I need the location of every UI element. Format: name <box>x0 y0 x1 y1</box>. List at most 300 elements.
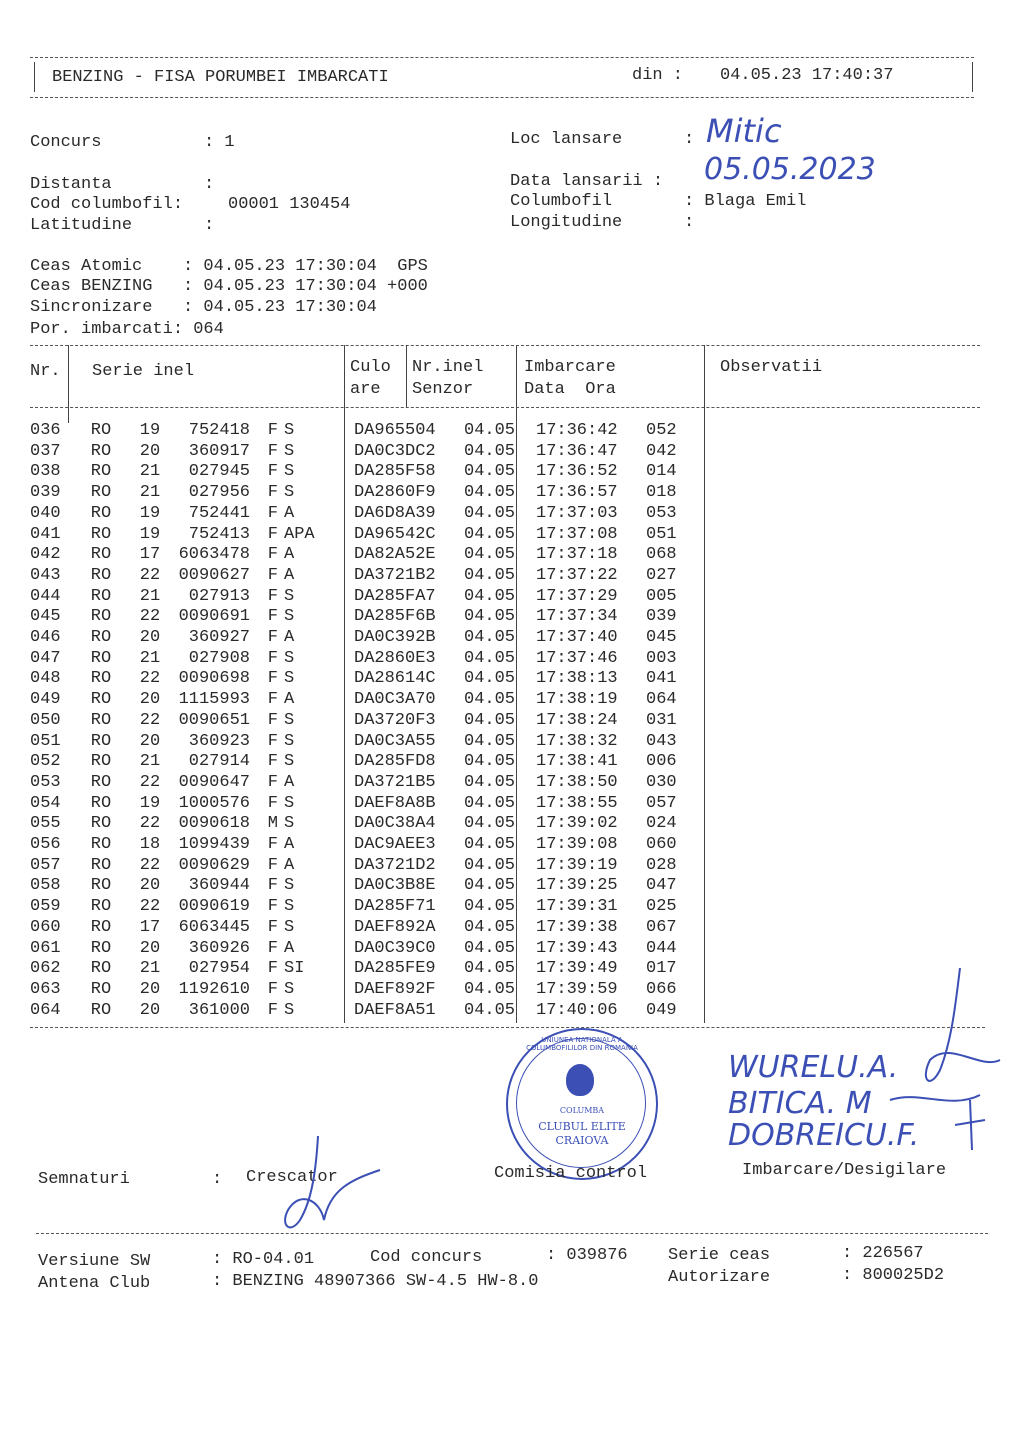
row-year: 22 <box>139 772 161 792</box>
row-nr: 044 <box>30 586 61 606</box>
row-time: 17:37:34 <box>536 607 618 627</box>
row-nr: 051 <box>30 731 61 751</box>
row-country: RO <box>90 959 112 979</box>
row-color: S <box>284 814 295 834</box>
row-time: 17:37:22 <box>536 565 618 585</box>
autorizare-value: : 800025D2 <box>842 1266 945 1285</box>
table-row <box>30 1001 706 1022</box>
row-date: 04.05 <box>464 628 516 648</box>
row-country: RO <box>90 648 112 668</box>
header-title: BENZING - FISA PORUMBEI IMBARCATI <box>52 68 389 87</box>
row-year: 22 <box>139 669 161 689</box>
row-country: RO <box>90 835 112 855</box>
row-time: 17:37:08 <box>536 524 618 544</box>
row-country: RO <box>90 483 112 503</box>
cod-concurs-value: : 039876 <box>546 1246 628 1265</box>
row-year: 22 <box>139 710 161 730</box>
crescator-label: Crescator <box>246 1168 338 1187</box>
row-time: 17:39:49 <box>536 959 618 979</box>
row-country: RO <box>90 876 112 896</box>
row-nr: 062 <box>30 959 61 979</box>
row-nr: 063 <box>30 979 61 999</box>
row-country: RO <box>90 917 112 937</box>
row-country: RO <box>90 524 112 544</box>
row-ring-number: 1115993 <box>178 690 250 710</box>
row-sensor-ring: DA2860F9 <box>354 483 436 503</box>
row-country: RO <box>90 793 112 813</box>
row-time: 17:39:38 <box>536 917 618 937</box>
row-country: RO <box>90 938 112 958</box>
table-row <box>30 959 706 980</box>
por-imbarcati-line: Por. imbarcati: 064 <box>30 320 224 339</box>
table-row <box>30 711 706 732</box>
row-sensor-ring: DA285FA7 <box>354 586 436 606</box>
row-country: RO <box>90 710 112 730</box>
row-sex: F <box>267 979 278 999</box>
row-year: 20 <box>139 938 161 958</box>
stamp-inner-top: COLUMBA <box>559 1106 605 1115</box>
row-color: A <box>284 545 295 565</box>
row-time: 17:36:47 <box>536 441 618 461</box>
columbofil-label: Columbofil <box>510 192 613 211</box>
header-right-border <box>972 62 973 92</box>
row-observation: 042 <box>646 441 677 461</box>
row-sex: F <box>267 503 278 523</box>
row-color: A <box>284 628 295 648</box>
row-date: 04.05 <box>464 545 516 565</box>
row-country: RO <box>90 979 112 999</box>
autorizare-label: Autorizare <box>668 1268 771 1287</box>
row-ring-number: 360917 <box>188 441 250 461</box>
row-sex: F <box>267 876 278 896</box>
row-year: 19 <box>139 793 161 813</box>
row-date: 04.05 <box>464 731 516 751</box>
row-date: 04.05 <box>464 876 516 896</box>
row-date: 04.05 <box>464 483 516 503</box>
row-nr: 056 <box>30 835 61 855</box>
sincronizare-line: Sincronizare : 04.05.23 17:30:04 <box>30 298 377 317</box>
row-time: 17:37:46 <box>536 648 618 668</box>
row-nr: 048 <box>30 669 61 689</box>
row-year: 20 <box>139 690 161 710</box>
row-time: 17:36:42 <box>536 421 618 440</box>
row-date: 04.05 <box>464 586 516 606</box>
row-time: 17:40:06 <box>536 1000 618 1020</box>
row-sensor-ring: DAEF892F <box>354 979 436 999</box>
antena-value: : BENZING 48907366 SW-4.5 HW-8.0 <box>212 1272 539 1291</box>
row-observation: 024 <box>646 814 677 834</box>
row-observation: 067 <box>646 917 677 937</box>
row-nr: 043 <box>30 565 61 585</box>
row-color: S <box>284 752 295 772</box>
row-sensor-ring: DA3720F3 <box>354 710 436 730</box>
table-row <box>30 462 706 483</box>
row-ring-number: 027956 <box>188 483 250 503</box>
row-year: 21 <box>139 586 161 606</box>
row-time: 17:37:03 <box>536 503 618 523</box>
row-sensor-ring: DAEF8A51 <box>354 1000 436 1020</box>
col-sep-culo <box>406 345 407 407</box>
table-row <box>30 835 706 856</box>
latitudine-value: : <box>204 216 215 235</box>
row-ring-number: 027908 <box>188 648 250 668</box>
row-ring-number: 752441 <box>188 503 250 523</box>
row-country: RO <box>90 628 112 648</box>
row-ring-number: 0090619 <box>178 897 250 917</box>
row-year: 21 <box>139 752 161 772</box>
row-country: RO <box>90 772 112 792</box>
row-year: 17 <box>139 917 161 937</box>
row-sex: F <box>267 690 278 710</box>
row-sensor-ring: DA0C3A55 <box>354 731 436 751</box>
table-row <box>30 504 706 525</box>
row-ring-number: 1000576 <box>178 793 250 813</box>
row-observation: 031 <box>646 710 677 730</box>
row-date: 04.05 <box>464 524 516 544</box>
row-year: 22 <box>139 855 161 875</box>
footer-top-rule <box>36 1233 988 1234</box>
row-nr: 055 <box>30 814 61 834</box>
row-date: 04.05 <box>464 607 516 627</box>
row-color: A <box>284 855 295 875</box>
row-year: 20 <box>139 876 161 896</box>
row-color: S <box>284 607 295 627</box>
row-date: 04.05 <box>464 938 516 958</box>
row-observation: 043 <box>646 731 677 751</box>
stamp-outer-text: UNIUNEA NATIONALA A COLUMBOFILILOR DIN ROMANIA <box>526 1036 638 1052</box>
row-sex: F <box>267 710 278 730</box>
row-color: A <box>284 835 295 855</box>
row-color: S <box>284 586 295 606</box>
row-date: 04.05 <box>464 917 516 937</box>
comisia-control-label: Comisia control <box>494 1164 648 1183</box>
row-sex: F <box>267 917 278 937</box>
row-color: S <box>284 876 295 896</box>
row-color: SI <box>284 959 305 979</box>
row-observation: 044 <box>646 938 677 958</box>
boarded-pigeons-table <box>30 421 706 1021</box>
row-time: 17:39:31 <box>536 897 618 917</box>
col-header-culo: Culo <box>350 358 391 377</box>
row-observation: 039 <box>646 607 677 627</box>
row-nr: 049 <box>30 690 61 710</box>
row-time: 17:39:25 <box>536 876 618 896</box>
row-nr: 038 <box>30 462 61 482</box>
row-ring-number: 752418 <box>188 421 250 440</box>
row-sex: F <box>267 648 278 668</box>
row-sensor-ring: DA0C3A70 <box>354 690 436 710</box>
data-lansarii-label: Data lansarii : <box>510 172 664 191</box>
header-din-label: din : <box>632 66 684 85</box>
row-sensor-ring: DA3721D2 <box>354 855 436 875</box>
row-observation: 003 <box>646 648 677 668</box>
row-nr: 059 <box>30 897 61 917</box>
row-country: RO <box>90 731 112 751</box>
row-date: 04.05 <box>464 503 516 523</box>
row-sensor-ring: DA3721B5 <box>354 772 436 792</box>
row-country: RO <box>90 586 112 606</box>
row-sensor-ring: DA285F71 <box>354 897 436 917</box>
table-row <box>30 587 706 608</box>
row-ring-number: 027914 <box>188 752 250 772</box>
row-year: 22 <box>139 897 161 917</box>
row-year: 19 <box>139 524 161 544</box>
table-row <box>30 918 706 939</box>
row-ring-number: 360927 <box>188 628 250 648</box>
row-sensor-ring: DA0C38A4 <box>354 814 436 834</box>
row-year: 21 <box>139 959 161 979</box>
row-sensor-ring: DA285F58 <box>354 462 436 482</box>
row-country: RO <box>90 752 112 772</box>
row-year: 19 <box>139 421 161 440</box>
col-header-nr: Nr. <box>30 362 61 381</box>
row-sex: F <box>267 607 278 627</box>
row-ring-number: 360944 <box>188 876 250 896</box>
row-observation: 066 <box>646 979 677 999</box>
row-nr: 054 <box>30 793 61 813</box>
row-nr: 060 <box>30 917 61 937</box>
row-country: RO <box>90 421 112 440</box>
table-header-top-rule <box>30 345 980 346</box>
row-sensor-ring: DA285F6B <box>354 607 436 627</box>
table-header-bottom-rule <box>30 407 980 408</box>
row-year: 22 <box>139 607 161 627</box>
row-color: S <box>284 421 295 440</box>
row-sensor-ring: DA0C392B <box>354 628 436 648</box>
row-sensor-ring: DA0C3DC2 <box>354 441 436 461</box>
row-observation: 053 <box>646 503 677 523</box>
club-stamp <box>506 1028 658 1180</box>
row-country: RO <box>90 565 112 585</box>
concurs-value: : 1 <box>204 133 235 152</box>
row-color: S <box>284 483 295 503</box>
row-time: 17:37:29 <box>536 586 618 606</box>
row-ring-number: 6063478 <box>178 545 250 565</box>
table-row <box>30 876 706 897</box>
row-sex: F <box>267 565 278 585</box>
table-row <box>30 690 706 711</box>
row-date: 04.05 <box>464 462 516 482</box>
longitudine-value: : <box>684 213 695 232</box>
col-header-data-ora: Data Ora <box>524 380 616 399</box>
col-sep-nr <box>68 345 69 423</box>
row-ring-number: 752413 <box>188 524 250 544</box>
row-sensor-ring: DA285FD8 <box>354 752 436 772</box>
row-observation: 051 <box>646 524 677 544</box>
row-sex: M <box>267 814 278 834</box>
col-header-are: are <box>350 380 381 399</box>
row-sensor-ring: DA96542C <box>354 524 436 544</box>
row-time: 17:39:43 <box>536 938 618 958</box>
row-ring-number: 027913 <box>188 586 250 606</box>
row-date: 04.05 <box>464 793 516 813</box>
table-row <box>30 545 706 566</box>
table-row <box>30 525 706 546</box>
table-row <box>30 421 706 442</box>
row-nr: 064 <box>30 1000 61 1020</box>
table-row <box>30 752 706 773</box>
commission-signature-scribbles <box>860 960 1010 1160</box>
row-color: S <box>284 979 295 999</box>
row-date: 04.05 <box>464 835 516 855</box>
row-sex: F <box>267 772 278 792</box>
row-time: 17:38:50 <box>536 772 618 792</box>
row-time: 17:38:19 <box>536 690 618 710</box>
row-ring-number: 0090629 <box>178 855 250 875</box>
row-year: 22 <box>139 814 161 834</box>
row-sex: F <box>267 793 278 813</box>
row-sex: F <box>267 421 278 440</box>
row-observation: 028 <box>646 855 677 875</box>
row-year: 21 <box>139 462 161 482</box>
row-observation: 052 <box>646 421 677 440</box>
row-nr: 045 <box>30 607 61 627</box>
cod-concurs-label: Cod concurs <box>370 1248 483 1267</box>
row-ring-number: 0090618 <box>178 814 250 834</box>
row-year: 20 <box>139 1000 161 1020</box>
row-observation: 017 <box>646 959 677 979</box>
row-country: RO <box>90 669 112 689</box>
row-time: 17:37:40 <box>536 628 618 648</box>
row-ring-number: 0090651 <box>178 710 250 730</box>
versiune-value: : RO-04.01 <box>212 1250 315 1269</box>
row-country: RO <box>90 690 112 710</box>
row-color: A <box>284 772 295 792</box>
ceas-benzing-line: Ceas BENZING : 04.05.23 17:30:04 +000 <box>30 277 428 296</box>
row-country: RO <box>90 462 112 482</box>
row-observation: 041 <box>646 669 677 689</box>
loc-lansare-label: Loc lansare <box>510 130 623 149</box>
table-row <box>30 980 706 1001</box>
table-row <box>30 566 706 587</box>
row-time: 17:37:18 <box>536 545 618 565</box>
row-sensor-ring: DA0C3B8E <box>354 876 436 896</box>
row-sex: F <box>267 462 278 482</box>
row-date: 04.05 <box>464 814 516 834</box>
row-ring-number: 6063445 <box>178 917 250 937</box>
row-sex: F <box>267 897 278 917</box>
row-sex: F <box>267 731 278 751</box>
row-date: 04.05 <box>464 421 516 440</box>
commission-name-1: WURELU.A. <box>728 1050 899 1085</box>
row-ring-number: 1192610 <box>178 979 250 999</box>
table-row <box>30 442 706 463</box>
row-year: 17 <box>139 545 161 565</box>
row-year: 20 <box>139 979 161 999</box>
table-row <box>30 814 706 835</box>
row-observation: 068 <box>646 545 677 565</box>
table-row <box>30 939 706 960</box>
row-ring-number: 0090647 <box>178 772 250 792</box>
row-country: RO <box>90 897 112 917</box>
row-nr: 046 <box>30 628 61 648</box>
row-date: 04.05 <box>464 669 516 689</box>
row-date: 04.05 <box>464 979 516 999</box>
row-observation: 045 <box>646 628 677 648</box>
row-date: 04.05 <box>464 772 516 792</box>
distanta-label: Distanta <box>30 175 112 194</box>
row-time: 17:38:41 <box>536 752 618 772</box>
row-color: A <box>284 938 295 958</box>
table-row <box>30 628 706 649</box>
table-row <box>30 669 706 690</box>
row-observation: 005 <box>646 586 677 606</box>
serie-ceas-value: : 226567 <box>842 1244 924 1263</box>
imbarcare-desigilare-label: Imbarcare/Desigilare <box>742 1161 947 1180</box>
row-year: 20 <box>139 731 161 751</box>
crescator-signature-scribble <box>260 1130 400 1240</box>
row-color: S <box>284 793 295 813</box>
row-date: 04.05 <box>464 565 516 585</box>
row-date: 04.05 <box>464 1000 516 1020</box>
longitudine-label: Longitudine <box>510 213 623 232</box>
row-year: 20 <box>139 441 161 461</box>
row-sex: F <box>267 524 278 544</box>
row-color: S <box>284 917 295 937</box>
col-header-serie: Serie inel <box>92 362 195 381</box>
row-observation: 064 <box>646 690 677 710</box>
row-date: 04.05 <box>464 710 516 730</box>
row-color: S <box>284 1000 295 1020</box>
row-observation: 014 <box>646 462 677 482</box>
row-sensor-ring: DA3721B2 <box>354 565 436 585</box>
row-country: RO <box>90 607 112 627</box>
row-color: APA <box>284 524 315 544</box>
row-ring-number: 0090627 <box>178 565 250 585</box>
row-nr: 039 <box>30 483 61 503</box>
row-country: RO <box>90 545 112 565</box>
table-row <box>30 794 706 815</box>
row-sex: F <box>267 959 278 979</box>
row-nr: 052 <box>30 752 61 772</box>
latitudine-label: Latitudine <box>30 216 133 235</box>
row-date: 04.05 <box>464 855 516 875</box>
antena-label: Antena Club <box>38 1274 151 1293</box>
row-time: 17:38:32 <box>536 731 618 751</box>
row-color: S <box>284 462 295 482</box>
row-nr: 057 <box>30 855 61 875</box>
row-nr: 037 <box>30 441 61 461</box>
row-nr: 058 <box>30 876 61 896</box>
row-country: RO <box>90 855 112 875</box>
row-color: S <box>284 731 295 751</box>
row-observation: 006 <box>646 752 677 772</box>
row-nr: 053 <box>30 772 61 792</box>
row-sex: F <box>267 855 278 875</box>
row-nr: 041 <box>30 524 61 544</box>
row-observation: 025 <box>646 897 677 917</box>
row-year: 19 <box>139 503 161 523</box>
row-country: RO <box>90 441 112 461</box>
ceas-atomic-line: Ceas Atomic : 04.05.23 17:30:04 GPS <box>30 257 428 276</box>
table-row <box>30 897 706 918</box>
row-observation: 027 <box>646 565 677 585</box>
header-top-rule <box>30 57 974 58</box>
table-row <box>30 607 706 628</box>
row-nr: 040 <box>30 503 61 523</box>
row-sensor-ring: DA0C39C0 <box>354 938 436 958</box>
row-nr: 042 <box>30 545 61 565</box>
row-time: 17:38:24 <box>536 710 618 730</box>
row-nr: 061 <box>30 938 61 958</box>
semnaturi-sep: : <box>212 1170 223 1189</box>
row-time: 17:39:08 <box>536 835 618 855</box>
row-sensor-ring: DAC9AEE3 <box>354 835 436 855</box>
table-row <box>30 649 706 670</box>
row-country: RO <box>90 503 112 523</box>
versiune-label: Versiune SW <box>38 1252 151 1271</box>
columbofil-value: : Blaga Emil <box>684 192 807 211</box>
